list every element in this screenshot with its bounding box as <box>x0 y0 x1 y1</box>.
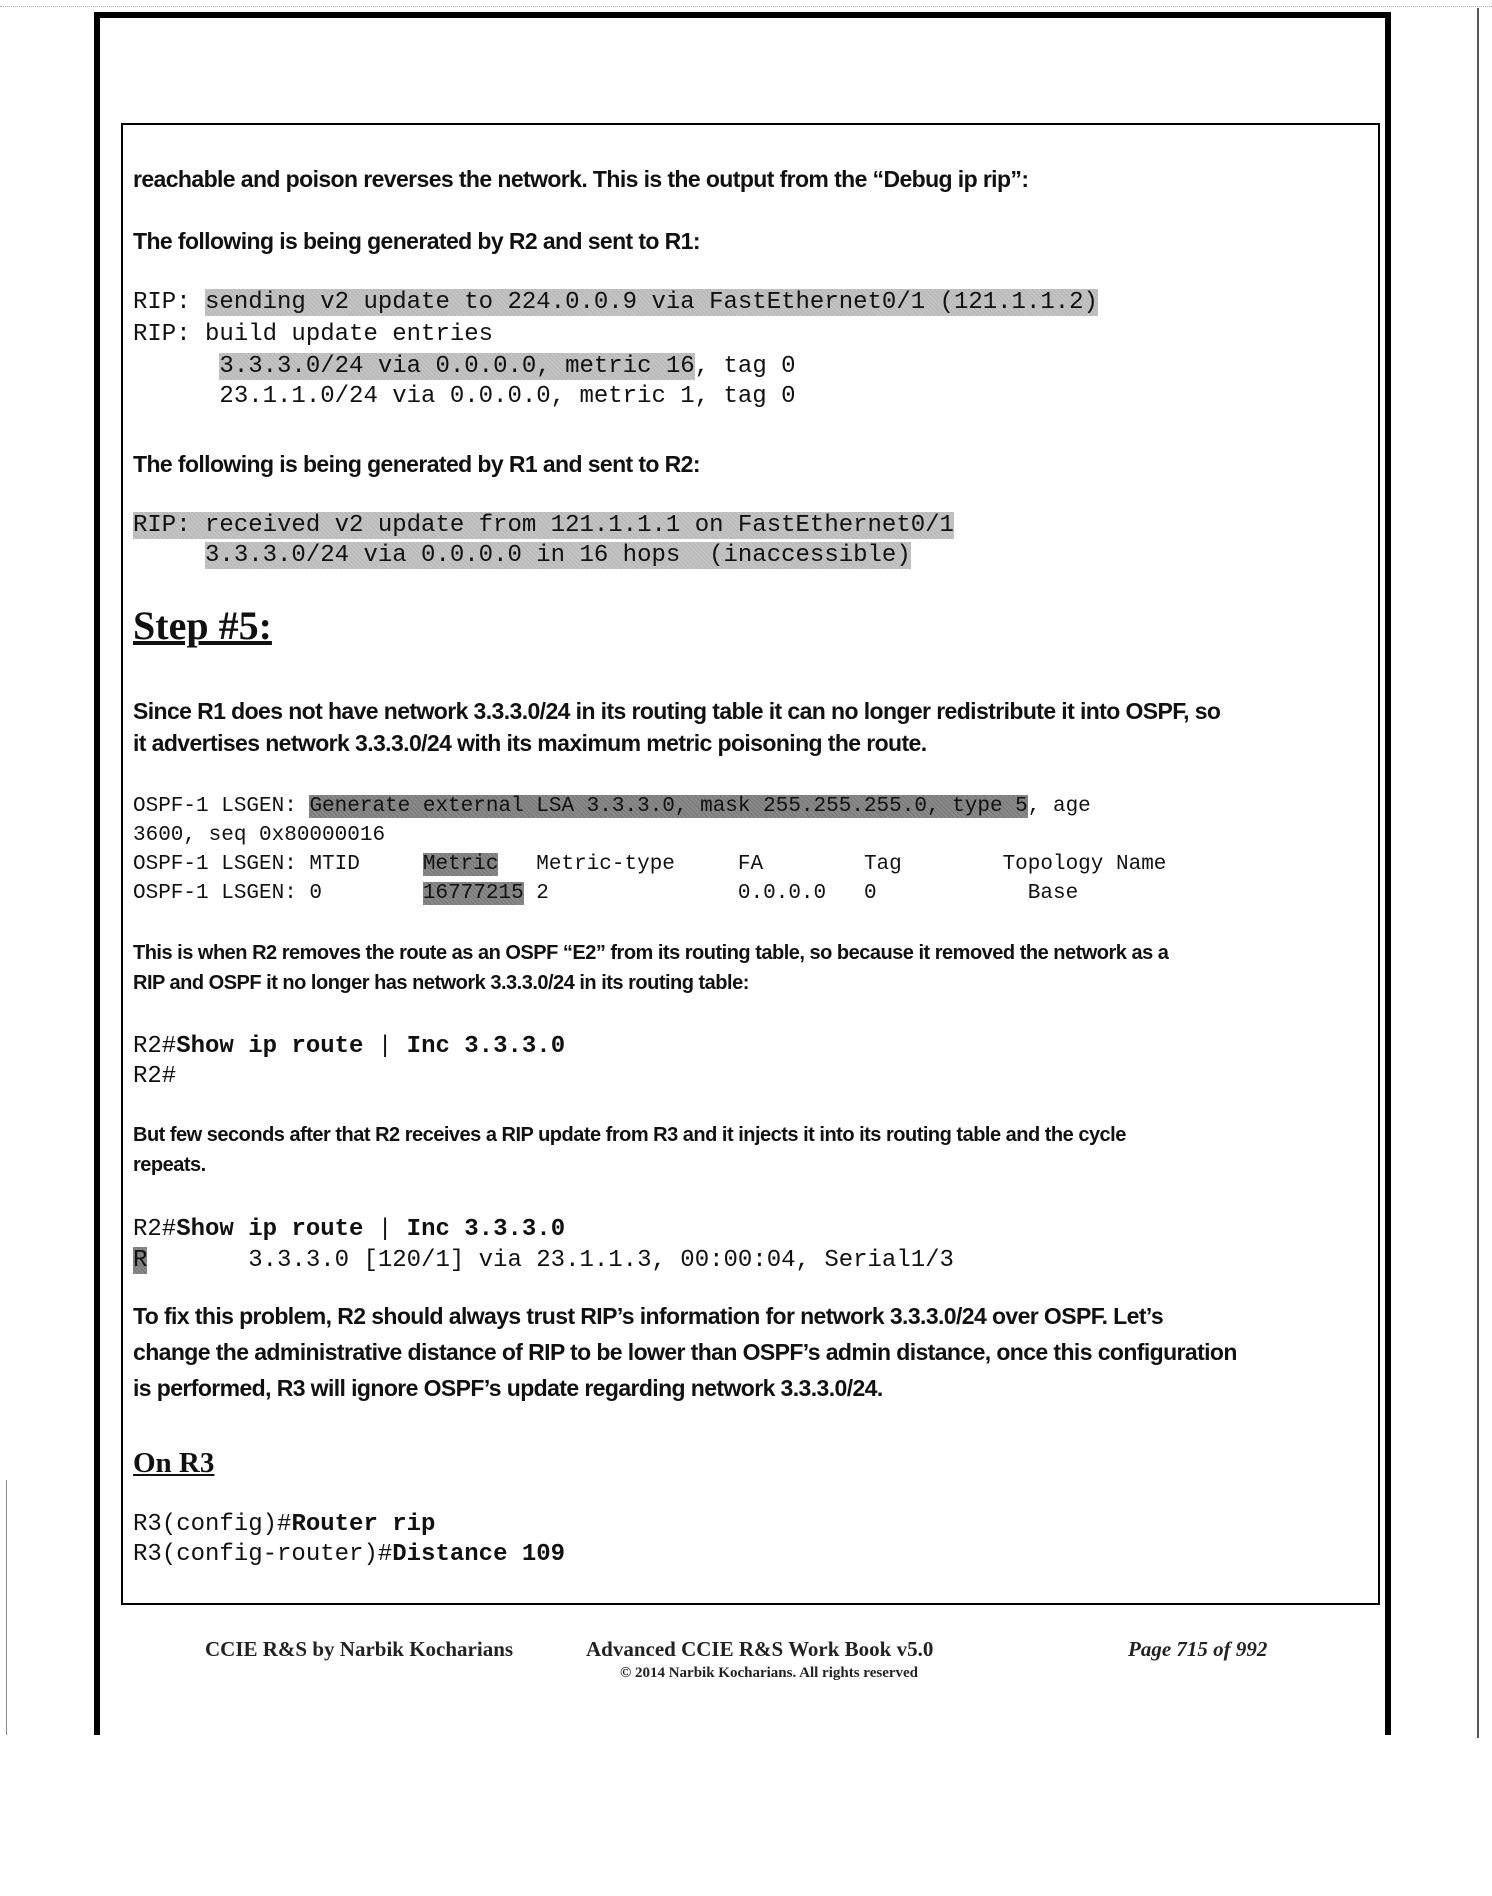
config-line-1 <box>133 1511 435 1538</box>
cli-pipe: | <box>377 1033 407 1060</box>
ospf-values: 2 0.0.0.0 0 Base <box>523 882 1079 905</box>
indent <box>133 542 205 569</box>
ospf-line-2: 3600, seq 0x80000016 <box>133 824 386 847</box>
cli-prompt: R2# <box>133 1216 177 1243</box>
debug-r1-line-1 <box>133 512 954 539</box>
highlighted-text: 3.3.3.0/24 via 0.0.0.0 in 16 hops (inaccessible) <box>205 542 911 569</box>
footer-book-title: Advanced CCIE R&S Work Book v5.0 <box>586 1637 934 1661</box>
show-command-2 <box>133 1216 565 1243</box>
cli-command: Show ip route <box>176 1033 378 1060</box>
highlighted-text: 16777215 <box>422 882 524 905</box>
cli-pipe: | <box>377 1216 407 1243</box>
debug-r1-line-2 <box>133 542 911 569</box>
highlighted-text: 3.3.3.0/24 via 0.0.0.0, metric 16 <box>219 353 695 380</box>
route-code-highlight: R <box>133 1247 148 1274</box>
scan-artifact-top <box>0 6 1492 8</box>
fix-paragraph-line-2: change the administrative distance of RIP to be lower than OSPF’s admin distance, once this configuration <box>133 1339 1237 1365</box>
footer-copyright: © 2014 Narbik Kocharians. All rights reserved <box>620 1665 919 1681</box>
on-r3-heading: On R3 <box>133 1447 215 1479</box>
footer-author: CCIE R&S by Narbik Kocharians <box>205 1637 514 1661</box>
show-output-2 <box>133 1247 954 1274</box>
highlighted-text: RIP: received v2 update from 121.1.1.1 on FastEthernet0/1 <box>133 512 954 539</box>
ospf-data-row <box>133 882 1078 905</box>
config-line-2 <box>133 1541 565 1568</box>
cli-filter: Inc 3.3.3.0 <box>406 1033 566 1060</box>
removal-paragraph-line-1: This is when R2 removes the route as an OSPF “E2” from its routing table, so because it removed the network as a <box>133 942 1169 964</box>
debug-r2-line-4: 23.1.1.0/24 via 0.0.0.0, metric 1, tag 0 <box>133 383 796 410</box>
ospf-text: , age <box>1027 795 1091 818</box>
cli-prompt: R3(config-router)# <box>133 1541 393 1568</box>
show-output-1: R2# <box>133 1063 177 1090</box>
ospf-header-row <box>133 853 1166 876</box>
cli-prompt: R2# <box>133 1033 177 1060</box>
highlighted-text: Metric <box>422 853 499 876</box>
step-paragraph-line-1: Since R1 does not have network 3.3.3.0/24 in its routing table it can no longer redistribute it into OSPF, so <box>133 698 1221 724</box>
highlighted-text: sending v2 update to 224.0.0.9 via FastEthernet0/1 (121.1.1.2) <box>205 289 1098 316</box>
debug-r2-line-2: RIP: build update entries <box>133 321 494 348</box>
fix-paragraph-line-1: To fix this problem, R2 should always trust RIP’s information for network 3.3.3.0/24 over OSPF. Let’s <box>133 1303 1164 1329</box>
page-edge-right <box>1477 8 1479 1738</box>
cycle-paragraph-line-2: repeats. <box>133 1154 206 1176</box>
indent <box>133 353 219 380</box>
ospf-columns: Metric-type FA Tag Topology Name <box>498 853 1167 876</box>
debug-r2-line-1 <box>133 289 1098 316</box>
fix-paragraph-line-3: is performed, R3 will ignore OSPF’s update regarding network 3.3.3.0/24. <box>133 1375 883 1401</box>
debug-text: , tag 0 <box>694 353 796 380</box>
debug-r2-line-3 <box>133 353 796 380</box>
show-command-1 <box>133 1033 565 1060</box>
r1-to-r2-label: The following is being generated by R1 and sent to R2: <box>133 451 700 477</box>
cycle-paragraph-line-1: But few seconds after that R2 receives a RIP update from R3 and it injects it into its routing table and the cycle <box>133 1124 1126 1146</box>
step-heading: Step #5: <box>133 603 272 648</box>
removal-paragraph-line-2: RIP and OSPF it no longer has network 3.3.3.0/24 in its routing table: <box>133 972 749 994</box>
ospf-line-1 <box>133 795 1091 818</box>
cli-command: Router rip <box>291 1511 436 1538</box>
cli-prompt: R3(config)# <box>133 1511 292 1538</box>
route-entry: 3.3.3.0 [120/1] via 23.1.1.3, 00:00:04, Serial1/3 <box>147 1247 954 1274</box>
r2-to-r1-label: The following is being generated by R2 and sent to R1: <box>133 228 700 254</box>
footer-page-number: Page 715 of 992 <box>1128 1637 1268 1661</box>
page-edge-left <box>6 1480 7 1735</box>
ospf-prefix: OSPF-1 LSGEN: <box>133 795 310 818</box>
intro-paragraph: reachable and poison reverses the network. This is the output from the “Debug ip rip”: <box>133 166 1029 192</box>
ospf-prefix: OSPF-1 LSGEN: 0 <box>133 882 423 905</box>
cli-command: Distance 109 <box>392 1541 566 1568</box>
cli-filter: Inc 3.3.3.0 <box>406 1216 566 1243</box>
debug-prefix: RIP: <box>133 289 206 316</box>
step-paragraph-line-2: it advertises network 3.3.3.0/24 with its maximum metric poisoning the route. <box>133 730 927 756</box>
cli-command: Show ip route <box>176 1216 378 1243</box>
ospf-prefix: OSPF-1 LSGEN: MTID <box>133 853 423 876</box>
highlighted-text: Generate external LSA 3.3.3.0, mask 255.255.255.0, type 5 <box>309 795 1028 818</box>
